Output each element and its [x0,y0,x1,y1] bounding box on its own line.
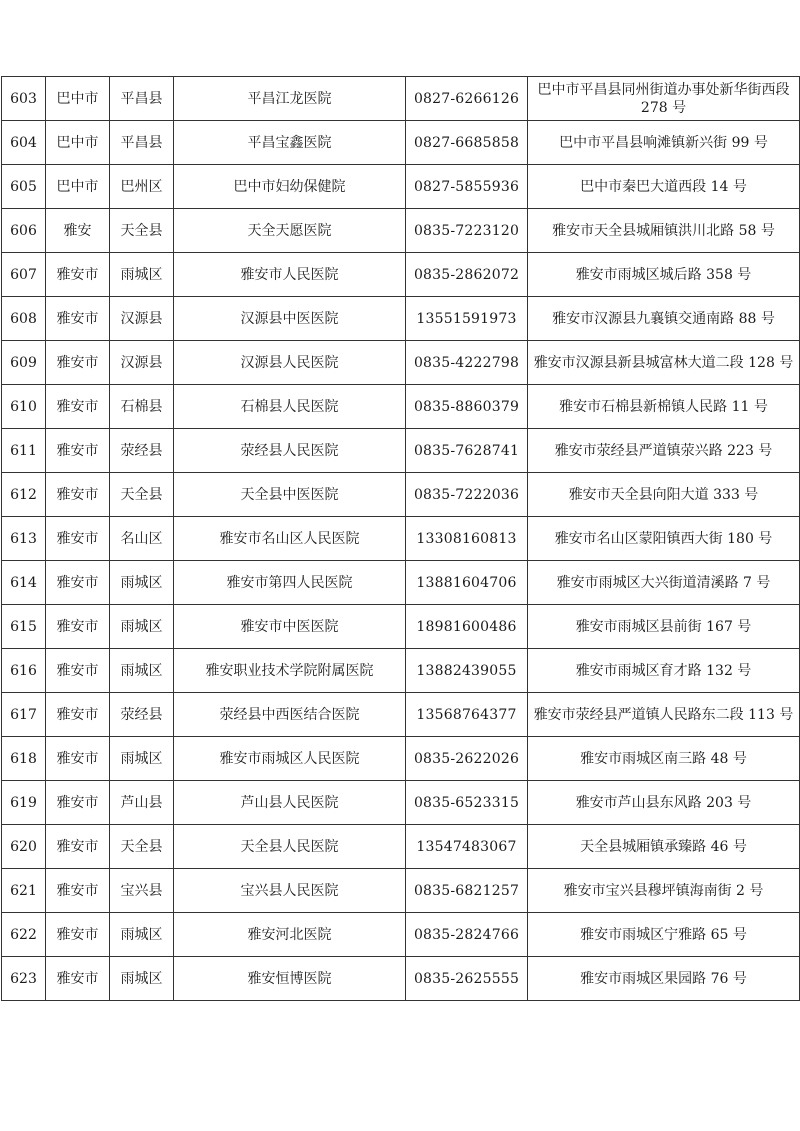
row-number-cell: 620 [2,825,46,869]
phone-cell: 18981600486 [406,605,528,649]
city-cell: 雅安市 [46,561,110,605]
hospital-name-cell: 平昌江龙医院 [174,77,406,121]
hospital-name-cell: 石棉县人民医院 [174,385,406,429]
row-number-cell: 614 [2,561,46,605]
county-cell: 雨城区 [110,737,174,781]
county-cell: 荥经县 [110,429,174,473]
hospital-name-cell: 荥经县中西医结合医院 [174,693,406,737]
hospital-name-cell: 荥经县人民医院 [174,429,406,473]
county-cell: 宝兴县 [110,869,174,913]
row-number-cell: 613 [2,517,46,561]
address-cell: 雅安市芦山县东风路 203 号 [528,781,800,825]
city-cell: 雅安市 [46,297,110,341]
table-row [2,649,800,693]
address-cell: 雅安市宝兴县穆坪镇海南街 2 号 [528,869,800,913]
city-cell: 雅安市 [46,429,110,473]
table-row [2,693,800,737]
county-cell: 巴州区 [110,165,174,209]
phone-cell: 0835-6523315 [406,781,528,825]
city-cell: 雅安市 [46,825,110,869]
table-row [2,517,800,561]
address-cell: 雅安市雨城区城后路 358 号 [528,253,800,297]
phone-cell: 0827-6266126 [406,77,528,121]
table-row [2,825,800,869]
city-cell: 雅安市 [46,341,110,385]
row-number-cell: 609 [2,341,46,385]
hospital-name-cell: 雅安河北医院 [174,913,406,957]
row-number-cell: 607 [2,253,46,297]
city-cell: 雅安市 [46,385,110,429]
county-cell: 名山区 [110,517,174,561]
city-cell: 雅安市 [46,605,110,649]
phone-cell: 0835-2862072 [406,253,528,297]
phone-cell: 0835-2622026 [406,737,528,781]
address-cell: 雅安市石棉县新棉镇人民路 11 号 [528,385,800,429]
phone-cell: 13882439055 [406,649,528,693]
address-cell: 天全县城厢镇承臻路 46 号 [528,825,800,869]
address-cell: 雅安市汉源县九襄镇交通南路 88 号 [528,297,800,341]
hospital-name-cell: 雅安市第四人民医院 [174,561,406,605]
city-cell: 巴中市 [46,165,110,209]
city-cell: 雅安市 [46,473,110,517]
city-cell: 巴中市 [46,121,110,165]
phone-cell: 0835-2625555 [406,957,528,1001]
phone-cell: 13308160813 [406,517,528,561]
table-body [2,77,800,1001]
county-cell: 雨城区 [110,913,174,957]
county-cell: 汉源县 [110,297,174,341]
row-number-cell: 617 [2,693,46,737]
hospital-name-cell: 雅安市名山区人民医院 [174,517,406,561]
table-row [2,605,800,649]
address-cell: 雅安市天全县城厢镇洪川北路 58 号 [528,209,800,253]
table-row [2,429,800,473]
table-row [2,473,800,517]
phone-cell: 0835-4222798 [406,341,528,385]
address-cell: 巴中市秦巴大道西段 14 号 [528,165,800,209]
city-cell: 雅安市 [46,913,110,957]
hospital-name-cell: 雅安市中医医院 [174,605,406,649]
hospital-name-cell: 雅安恒博医院 [174,957,406,1001]
city-cell: 巴中市 [46,77,110,121]
row-number-cell: 606 [2,209,46,253]
row-number-cell: 618 [2,737,46,781]
row-number-cell: 603 [2,77,46,121]
county-cell: 平昌县 [110,121,174,165]
county-cell: 雨城区 [110,561,174,605]
address-cell: 雅安市汉源县新县城富林大道二段 128 号 [528,341,800,385]
row-number-cell: 604 [2,121,46,165]
table-row [2,253,800,297]
phone-cell: 13547483067 [406,825,528,869]
county-cell: 雨城区 [110,605,174,649]
address-cell: 雅安市天全县向阳大道 333 号 [528,473,800,517]
city-cell: 雅安市 [46,649,110,693]
address-cell: 巴中市平昌县响滩镇新兴街 99 号 [528,121,800,165]
county-cell: 汉源县 [110,341,174,385]
row-number-cell: 619 [2,781,46,825]
row-number-cell: 621 [2,869,46,913]
row-number-cell: 612 [2,473,46,517]
address-cell: 雅安市雨城区南三路 48 号 [528,737,800,781]
hospital-table [1,76,800,1001]
address-cell: 雅安市荥经县严道镇荥兴路 223 号 [528,429,800,473]
address-cell: 雅安市雨城区育才路 132 号 [528,649,800,693]
table-row [2,913,800,957]
hospital-name-cell: 天全县中医医院 [174,473,406,517]
hospital-name-cell: 雅安职业技术学院附属医院 [174,649,406,693]
phone-cell: 0835-6821257 [406,869,528,913]
phone-cell: 13551591973 [406,297,528,341]
hospital-name-cell: 芦山县人民医院 [174,781,406,825]
table-row [2,341,800,385]
city-cell: 雅安市 [46,693,110,737]
city-cell: 雅安市 [46,869,110,913]
table-row [2,297,800,341]
row-number-cell: 605 [2,165,46,209]
table-row [2,121,800,165]
address-cell: 巴中市平昌县同州街道办事处新华街西段 278 号 [528,77,800,121]
hospital-name-cell: 平昌宝鑫医院 [174,121,406,165]
row-number-cell: 616 [2,649,46,693]
hospital-name-cell: 天全县人民医院 [174,825,406,869]
row-number-cell: 611 [2,429,46,473]
address-cell: 雅安市荥经县严道镇人民路东二段 113 号 [528,693,800,737]
table-row [2,869,800,913]
phone-cell: 0835-2824766 [406,913,528,957]
address-cell: 雅安市雨城区县前街 167 号 [528,605,800,649]
phone-cell: 13881604706 [406,561,528,605]
phone-cell: 13568764377 [406,693,528,737]
county-cell: 天全县 [110,473,174,517]
phone-cell: 0835-7222036 [406,473,528,517]
address-cell: 雅安市雨城区宁雅路 65 号 [528,913,800,957]
phone-cell: 0835-8860379 [406,385,528,429]
table-row [2,77,800,121]
address-cell: 雅安市雨城区果园路 76 号 [528,957,800,1001]
table-row [2,385,800,429]
county-cell: 雨城区 [110,957,174,1001]
phone-cell: 0835-7628741 [406,429,528,473]
county-cell: 荥经县 [110,693,174,737]
hospital-name-cell: 雅安市雨城区人民医院 [174,737,406,781]
city-cell: 雅安市 [46,957,110,1001]
city-cell: 雅安市 [46,737,110,781]
county-cell: 天全县 [110,825,174,869]
hospital-name-cell: 巴中市妇幼保健院 [174,165,406,209]
table-row [2,165,800,209]
table-row [2,957,800,1001]
county-cell: 天全县 [110,209,174,253]
county-cell: 雨城区 [110,649,174,693]
address-cell: 雅安市名山区蒙阳镇西大街 180 号 [528,517,800,561]
city-cell: 雅安市 [46,517,110,561]
row-number-cell: 615 [2,605,46,649]
address-cell: 雅安市雨城区大兴街道清溪路 7 号 [528,561,800,605]
county-cell: 芦山县 [110,781,174,825]
table-row [2,781,800,825]
city-cell: 雅安市 [46,253,110,297]
table-row [2,561,800,605]
county-cell: 石棉县 [110,385,174,429]
hospital-name-cell: 汉源县中医医院 [174,297,406,341]
city-cell: 雅安 [46,209,110,253]
county-cell: 雨城区 [110,253,174,297]
hospital-name-cell: 汉源县人民医院 [174,341,406,385]
table-row [2,737,800,781]
phone-cell: 0835-7223120 [406,209,528,253]
hospital-name-cell: 天全天愿医院 [174,209,406,253]
row-number-cell: 610 [2,385,46,429]
phone-cell: 0827-5855936 [406,165,528,209]
county-cell: 平昌县 [110,77,174,121]
hospital-name-cell: 雅安市人民医院 [174,253,406,297]
row-number-cell: 622 [2,913,46,957]
hospital-name-cell: 宝兴县人民医院 [174,869,406,913]
row-number-cell: 608 [2,297,46,341]
city-cell: 雅安市 [46,781,110,825]
table-row [2,209,800,253]
row-number-cell: 623 [2,957,46,1001]
phone-cell: 0827-6685858 [406,121,528,165]
